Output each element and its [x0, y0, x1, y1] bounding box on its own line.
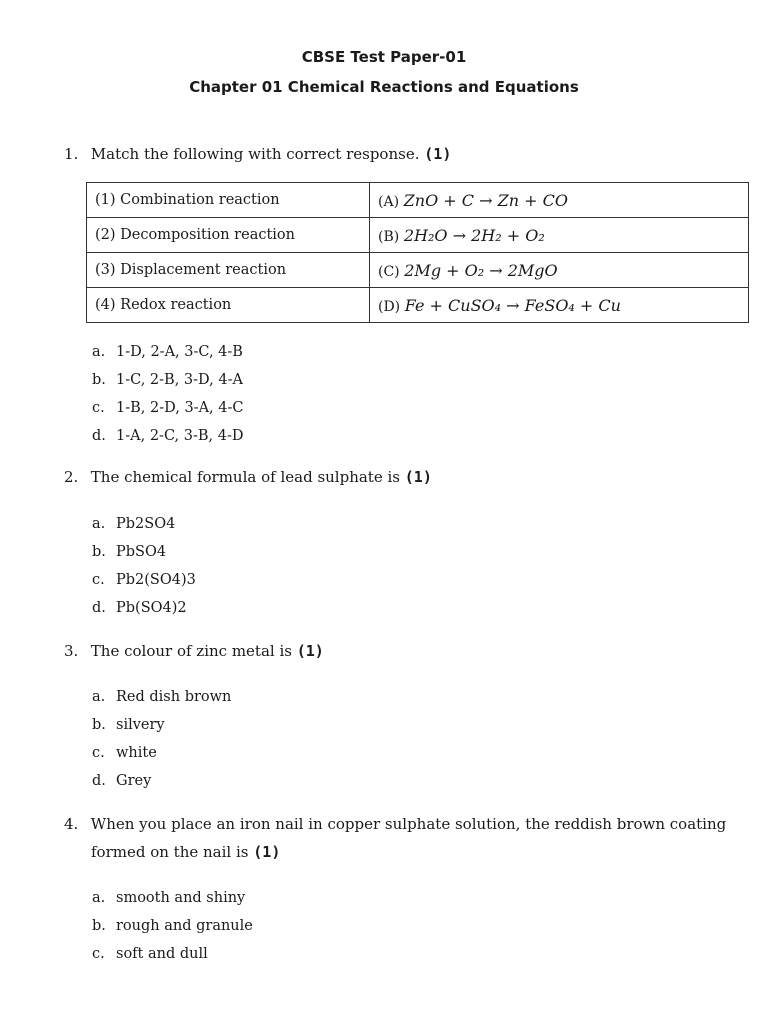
option-a: a. 1-D, 2-A, 3-C, 4-B — [92, 344, 243, 360]
table-row — [87, 183, 749, 218]
chapter-title: Chapter 01 Chemical Reactions and Equations — [189, 78, 579, 96]
match-table — [86, 182, 749, 323]
option-b: b. PbSO4 — [92, 544, 167, 560]
options-list — [92, 338, 243, 450]
option-d: d. Grey — [92, 773, 152, 789]
question-text: The colour of zinc metal is — [90, 642, 292, 660]
question-number: 1. — [64, 145, 79, 163]
table-row — [87, 253, 749, 288]
option-c: c. 1-B, 2-D, 3-A, 4-C — [92, 400, 244, 416]
table-row — [87, 288, 749, 323]
equation: 2Mg + O₂ → 2MgO — [404, 260, 558, 280]
options-list — [92, 510, 196, 622]
question-marks: (1) — [404, 468, 432, 486]
equation: Fe + CuSO₄ → FeSO₄ + Cu — [404, 295, 621, 315]
table-cell-left: (2) Decomposition reaction — [87, 218, 370, 253]
option-c: c. soft and dull — [92, 946, 208, 962]
question-2 — [64, 463, 754, 491]
equation: 2H₂O → 2H₂ + O₂ — [403, 225, 545, 245]
question-3 — [64, 637, 754, 665]
table-row — [87, 218, 749, 253]
options-list — [92, 683, 231, 795]
option-a: a. Red dish brown — [92, 689, 232, 705]
option-b: b. silvery — [92, 717, 165, 733]
paper-title: CBSE Test Paper-01 — [301, 48, 467, 66]
question-number: 3. — [64, 642, 79, 660]
table-cell-left: (1) Combination reaction — [87, 183, 370, 218]
equation-label: (A) — [378, 193, 400, 210]
option-b: b. 1-C, 2-B, 3-D, 4-A — [92, 372, 243, 388]
option-a: a. smooth and shiny — [92, 890, 246, 906]
question-text: The chemical formula of lead sulphate is — [90, 468, 400, 486]
table-cell-left: (3) Displacement reaction — [87, 253, 370, 288]
question-text: When you place an iron nail in copper sulphate solution, the reddish brown coating — [90, 815, 727, 833]
table-cell-left: (4) Redox reaction — [87, 288, 370, 323]
option-c: c. Pb2(SO4)3 — [92, 572, 196, 588]
question-marks: (1) — [296, 642, 324, 660]
option-d: d. 1-A, 2-C, 3-B, 4-D — [92, 428, 244, 444]
table-cell-right — [370, 183, 749, 218]
equation-label: (D) — [378, 298, 401, 315]
option-c: c. white — [92, 745, 157, 761]
option-a: a. Pb2SO4 — [92, 516, 176, 532]
question-text-continued: formed on the nail is (1) — [91, 843, 281, 861]
question-number: 4. — [64, 815, 79, 833]
option-d: d. Pb(SO4)2 — [92, 600, 187, 616]
table-cell-right — [370, 288, 749, 323]
question-marks: (1) — [253, 843, 281, 861]
question-marks: (1) — [424, 145, 452, 163]
options-list — [92, 884, 253, 968]
option-b: b. rough and granule — [92, 918, 253, 934]
table-cell-right — [370, 253, 749, 288]
question-4 — [64, 810, 754, 866]
question-1 — [64, 140, 754, 168]
question-text: Match the following with correct response. — [90, 145, 420, 163]
equation-label: (B) — [378, 228, 400, 245]
equation-label: (C) — [378, 263, 400, 280]
table-cell-right — [370, 218, 749, 253]
equation: ZnO + C → Zn + CO — [403, 190, 568, 210]
question-number: 2. — [64, 468, 79, 486]
